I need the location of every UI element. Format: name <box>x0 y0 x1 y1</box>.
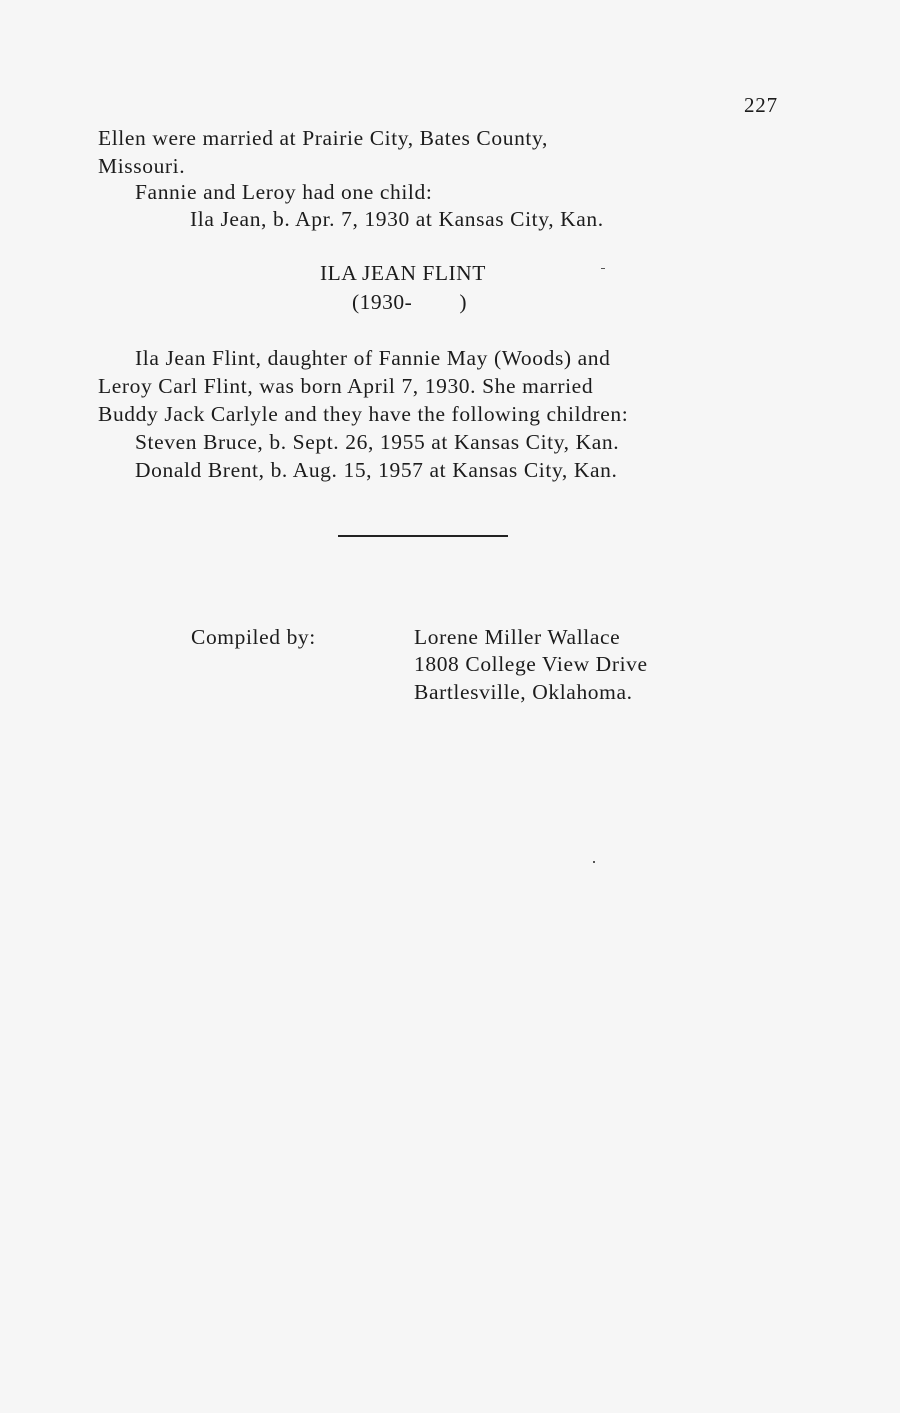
children-intro: Fannie and Leroy had one child: <box>135 180 433 204</box>
page-number: 227 <box>744 93 778 117</box>
paragraph-line: Ellen were married at Prairie City, Bates County, <box>98 126 548 150</box>
grandchild-entry: Steven Bruce, b. Sept. 26, 1955 at Kansas City, Kan. <box>135 430 620 454</box>
child-entry: Ila Jean, b. Apr. 7, 1930 at Kansas City, Kan. <box>190 207 604 231</box>
compiler-city: Bartlesville, Oklahoma. <box>414 680 633 704</box>
section-divider <box>338 535 508 537</box>
scan-speck <box>593 861 595 863</box>
grandchild-entry: Donald Brent, b. Aug. 15, 1957 at Kansas City, Kan. <box>135 458 618 482</box>
compiler-street: 1808 College View Drive <box>414 652 648 676</box>
scan-speck <box>601 268 605 269</box>
biography-line: Ila Jean Flint, daughter of Fannie May (Woods) and <box>135 346 611 370</box>
section-heading-name: ILA JEAN FLINT <box>320 261 486 285</box>
compiler-label: Compiled by: <box>191 625 316 649</box>
section-heading-dates: (1930- ) <box>352 290 467 314</box>
paragraph-line: Missouri. <box>98 154 186 178</box>
biography-line: Buddy Jack Carlyle and they have the following children: <box>98 402 629 426</box>
compiler-name: Lorene Miller Wallace <box>414 625 621 649</box>
biography-line: Leroy Carl Flint, was born April 7, 1930. She married <box>98 374 594 398</box>
